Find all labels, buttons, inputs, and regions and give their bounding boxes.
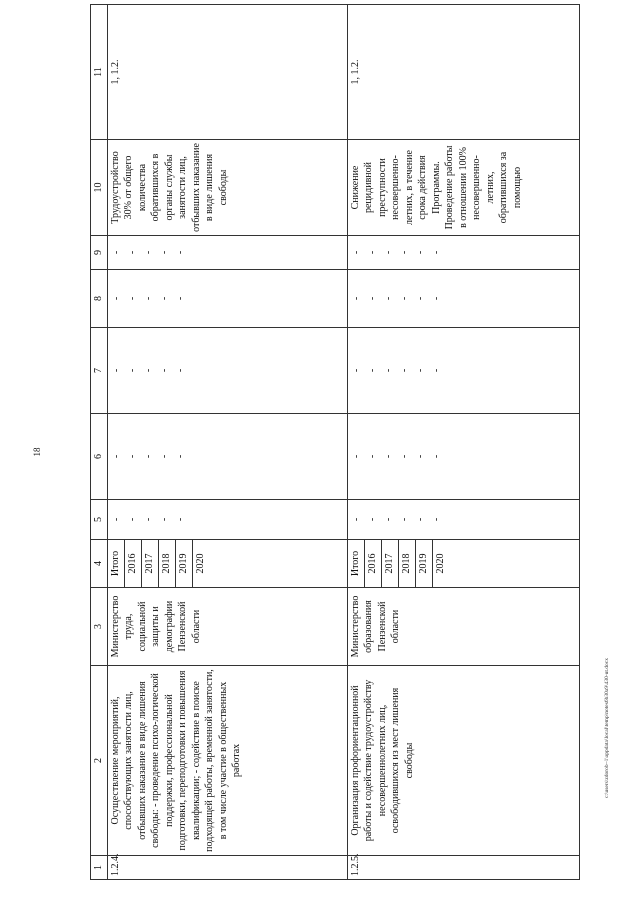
value-item: -: [126, 454, 138, 459]
header-col-10: 10: [91, 140, 108, 236]
value-item: -: [430, 454, 442, 459]
value-item: -: [142, 368, 154, 373]
page-number: 18: [32, 447, 42, 457]
header-col-1: 1: [91, 856, 108, 880]
footer-file-path: c:\users\zdorob~1\appdata\local\temp\notes6b30a9\430-ut.docx: [604, 658, 610, 798]
value-item: -: [174, 517, 186, 522]
row-number: 1.2.4.: [107, 856, 347, 880]
col5-values: [347, 500, 579, 540]
value-item: -: [110, 368, 122, 373]
value-item: -: [142, 296, 154, 301]
header-row: [91, 5, 108, 880]
value-item: -: [382, 250, 394, 255]
year-item: 2019: [415, 540, 432, 587]
value-item: -: [126, 517, 138, 522]
value-item: -: [430, 368, 442, 373]
value-item: -: [158, 296, 170, 301]
col6-values: [107, 414, 347, 500]
year-item: Итого: [108, 540, 125, 587]
year-item: 2020: [434, 553, 446, 574]
value-item: -: [398, 517, 410, 522]
header-col-9: 9: [91, 236, 108, 270]
row-number: 1.2.5.: [347, 856, 579, 880]
value-item: -: [126, 368, 138, 373]
year-item: 2017: [381, 540, 398, 587]
value-item: -: [398, 250, 410, 255]
value-item: -: [350, 296, 362, 301]
header-col-11: 11: [91, 5, 108, 140]
col7-values: [107, 328, 347, 414]
header-col-2: 2: [91, 666, 108, 856]
year-item: 2019: [175, 540, 192, 587]
value-item: -: [158, 454, 170, 459]
value-item: -: [110, 454, 122, 459]
value-item: -: [414, 517, 426, 522]
col8-values: [107, 270, 347, 328]
result-text: Снижение рецидивной преступности несовершенно-летних, в течение срока действия Программы. Проведение работы в отношении 100% несовершенно-летних, обратившихся за помощью: [347, 140, 579, 236]
header-col-8: 8: [91, 270, 108, 328]
program-measures-table: [90, 4, 580, 880]
value-item: -: [110, 296, 122, 301]
year-item: 2017: [141, 540, 158, 587]
executor-text: Министерство образования Пензенской области: [347, 588, 579, 666]
value-item: -: [126, 296, 138, 301]
col6-values: [347, 414, 579, 500]
value-item: -: [174, 454, 186, 459]
col9-values: [347, 236, 579, 270]
value-item: -: [382, 454, 394, 459]
value-item: -: [382, 368, 394, 373]
value-item: -: [350, 454, 362, 459]
table-row: [347, 5, 579, 880]
header-col-3: 3: [91, 588, 108, 666]
header-col-6: 6: [91, 414, 108, 500]
value-item: -: [110, 517, 122, 522]
rotated-table-container: [90, 25, 585, 880]
indicator-text: 1, 1.2.: [107, 5, 347, 140]
value-item: -: [158, 517, 170, 522]
value-item: -: [398, 368, 410, 373]
table-row: [107, 5, 347, 880]
col8-values: [347, 270, 579, 328]
result-text: Трудоустройство 30% от общего количества обратившихся в органы службы занятости лиц, отбывших наказание в виде лишения свободы: [107, 140, 347, 236]
year-item: 2016: [364, 540, 381, 587]
measure-text: Осуществление мероприятий, способствующих занятости лиц, отбывших наказание в виде лишения свободы: - проведение психо-логической поддержки, профессиональной подготовки, переподготовки и повышения квалификации; - содействие в поиске подходящей работы, временной занятости, в том числе участие в общественных работах: [107, 666, 347, 856]
header-col-7: 7: [91, 328, 108, 414]
years-cell: [347, 540, 579, 588]
year-item: 2018: [398, 540, 415, 587]
value-item: -: [430, 250, 442, 255]
col9-values: [107, 236, 347, 270]
value-item: -: [382, 296, 394, 301]
value-item: -: [126, 250, 138, 255]
value-item: -: [414, 454, 426, 459]
value-item: -: [174, 250, 186, 255]
year-item: 2016: [124, 540, 141, 587]
header-col-5: 5: [91, 500, 108, 540]
header-col-4: 4: [91, 540, 108, 588]
value-item: -: [430, 296, 442, 301]
measure-text: Организация профориентационной работы и содействие трудоустройству несовершеннолетних лиц, освободившихся из мест лишения свободы: [347, 666, 579, 856]
executor-text: Министерство труда, социальной защиты и демографии Пензенской области: [107, 588, 347, 666]
value-item: -: [398, 296, 410, 301]
value-item: -: [366, 454, 378, 459]
value-item: -: [414, 250, 426, 255]
value-item: -: [350, 517, 362, 522]
col7-values: [347, 328, 579, 414]
value-item: -: [366, 368, 378, 373]
value-item: -: [414, 368, 426, 373]
value-item: -: [414, 296, 426, 301]
value-item: -: [158, 250, 170, 255]
year-item: 2018: [158, 540, 175, 587]
value-item: -: [174, 368, 186, 373]
value-item: -: [142, 250, 154, 255]
col5-values: [107, 500, 347, 540]
year-item: 2020: [194, 553, 206, 574]
value-item: -: [142, 517, 154, 522]
year-item: Итого: [348, 540, 365, 587]
value-item: -: [110, 250, 122, 255]
value-item: -: [350, 250, 362, 255]
value-item: -: [142, 454, 154, 459]
value-item: -: [366, 296, 378, 301]
value-item: -: [350, 368, 362, 373]
value-item: -: [398, 454, 410, 459]
value-item: -: [158, 368, 170, 373]
value-item: -: [382, 517, 394, 522]
value-item: -: [366, 250, 378, 255]
indicator-text: 1, 1.2.: [347, 5, 579, 140]
value-item: -: [366, 517, 378, 522]
value-item: -: [430, 517, 442, 522]
value-item: -: [174, 296, 186, 301]
years-cell: [107, 540, 347, 588]
